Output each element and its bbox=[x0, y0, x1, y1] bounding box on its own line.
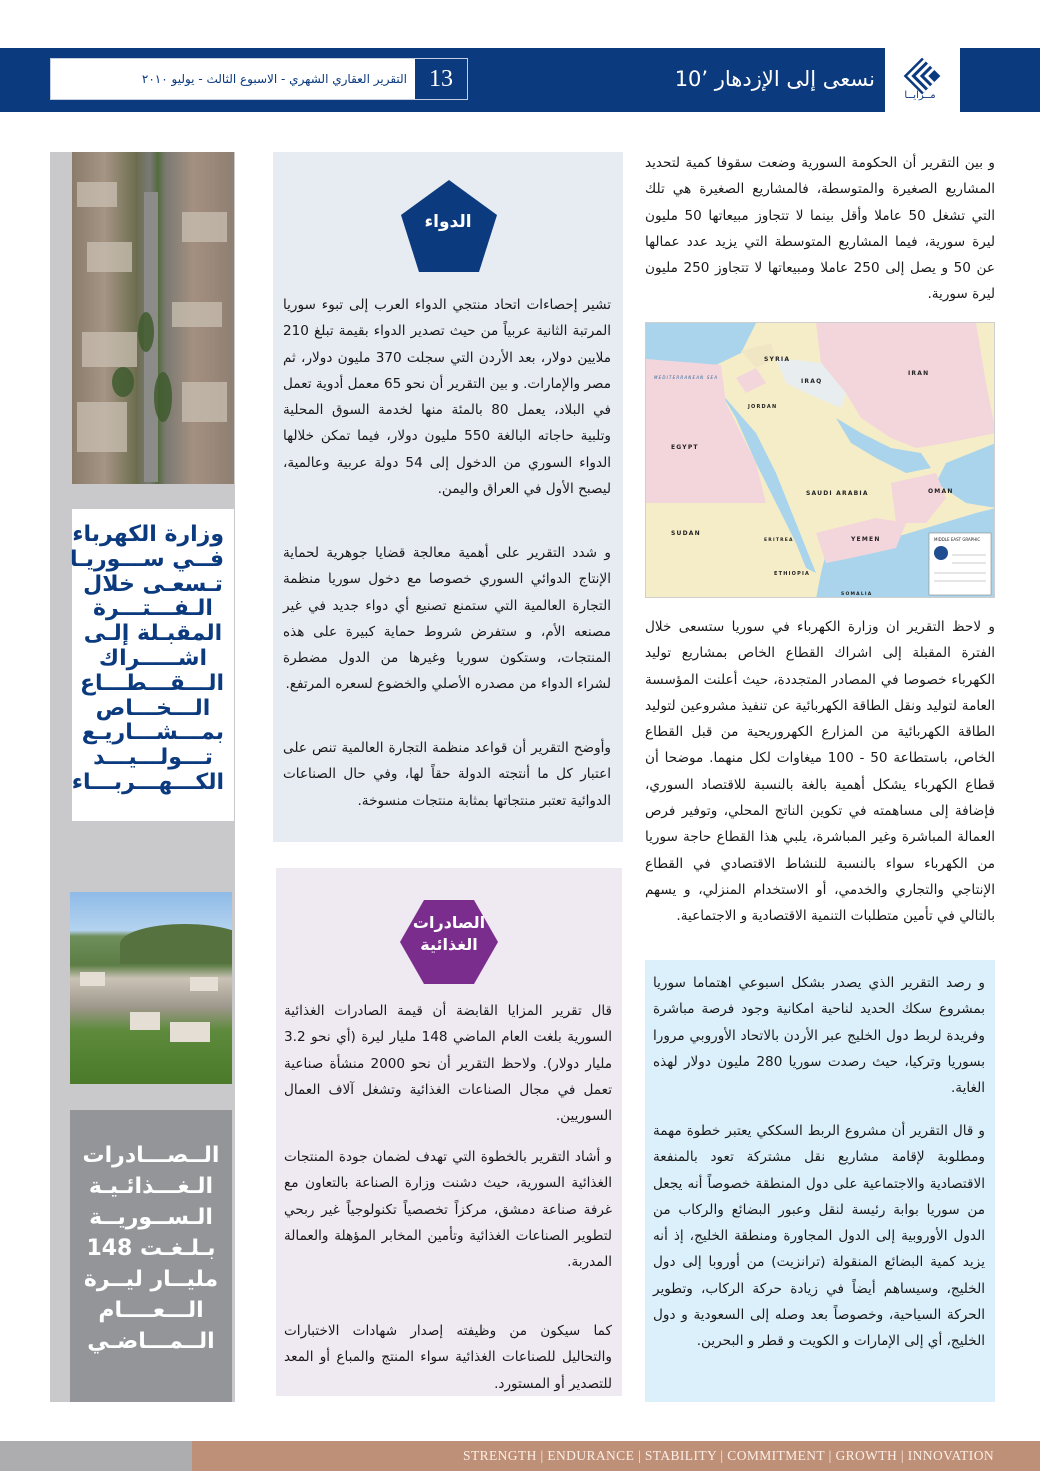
medicine-paragraph-1: تشير إحصاءات اتحاد منتجي الدواء العرب إلى تبوء سوريا المرتبة الثانية عربياً من حيث تصدير الدواء بقيمة تبلغ 210 ملايين دولار، بعد الأردن التي سجلت 370 مليون دولار، ثم مصر والإمارات. و بين التقرير أن نحو 65 معمل أدوية تعمل في البلاد، يعمل 80 بالمئة منها لخدمة السوق المحلية وتلبية حاجاته البالغة 550 مليون دولار، فيما تمكن خلالها الدواء السوري من الدخول إلى 54 دولة عربية وعالمية، ليصبح الأول في العراق واليمن. bbox=[283, 297, 611, 498]
map-label-egypt: EGYPT bbox=[671, 444, 699, 451]
left-sidebar bbox=[50, 152, 235, 1402]
pull-quote-line: الـــقـــطـــاع bbox=[79, 670, 224, 696]
map-label-somalia: SOMALIA bbox=[841, 592, 873, 597]
map-label-eritrea: ERITREA bbox=[764, 538, 794, 543]
city-boulevard-photo bbox=[72, 152, 234, 484]
pull-quote-electricity bbox=[69, 509, 234, 821]
railway-paragraph-2: و قال التقرير أن مشروع الربط السككي يعتبر خطوة مهمة ومطلوبة لإقامة مشاريع نقل مشتركة تعود بالمنفعة الاقتصادية والاجتماعية على دول المنطقة خصوصاً أنه يجعل من سوريا بوابة رئيسة لنقل وعبور البضائع والركاب من الدول الأوروبية إلى الدول المجاورة ومنطقة الخليج، إذ أنه يزيد كمية البضائع المنقولة (ترانزيت) من أوروبا إلى دول الخليج، وسيساهم أيضاً في زيادة حركة الركاب، وتطوير الحركة السياحية، وخصوصاً بعد وصله إلى السعودية و دول الخليج، أي إلى الإمارات و الكويت و قطر و البحرين. bbox=[653, 1123, 985, 1350]
middle-east-map bbox=[645, 322, 995, 598]
pull-quote-line: المقبـلة إلـى bbox=[83, 621, 223, 647]
medicine-paragraph-3: وأوضح التقرير أن قواعد منظمة التجارة العالمية تنص على اعتبار كل ما أنتجته الدولة حقاً لها، وفي حال الصناعات الدوائية تعتبر منتجاتها بمثابة منتجات منسوخة. bbox=[283, 740, 611, 809]
header-band-right bbox=[960, 48, 1040, 112]
map-legend-title: MIDDLE EAST GRAPHIC bbox=[934, 537, 981, 542]
food-paragraph-3: كما سيكون من وظيفته إصدار شهادات الاختبارات والتحاليل للصناعات الغذائية سواء المنتج والمباع أو المعد للتصدير أو المستورد. bbox=[284, 1323, 612, 1392]
mountain bbox=[120, 924, 232, 964]
map-label-saudi-arabia: SAUDI ARABIA bbox=[806, 490, 869, 497]
header-slogan: نسعى إلى الإزدهار ’10 bbox=[674, 67, 875, 91]
map-label-jordan: JORDAN bbox=[748, 404, 778, 410]
hillside-town-photo bbox=[70, 892, 232, 1084]
railway-paragraph-1: و رصد التقرير الذي يصدر بشكل اسبوعي اهتماما سوريا بمشروع سكك الحديد لناحية امكانية وجود فرصة مباشرة وفريدة لربط دول الخليج عبر الأردن بالاتحاد الأوروبي مرورا بسوريا وتركيا، حيث رصدت سوريا 280 مليون دولار لهذه الغاية. bbox=[653, 975, 986, 1097]
pull-quote-line: وزارة الكهرباء bbox=[72, 522, 224, 547]
page-header bbox=[0, 48, 1040, 112]
pull-quote-line: اشـــــراك bbox=[98, 645, 208, 671]
footer-band bbox=[192, 1441, 1040, 1471]
pull-quote-line: بمـــشـــاريـع bbox=[81, 720, 224, 746]
pull-quote-line: الــمـــاضـي bbox=[87, 1329, 215, 1354]
map-label-syria: SYRIA bbox=[764, 356, 791, 363]
pull-quote-line: فــي ســـوريـا bbox=[69, 546, 224, 572]
footer-grey-band bbox=[0, 1441, 192, 1471]
map-label-yemen: YEMEN bbox=[851, 536, 881, 543]
railway-section bbox=[645, 960, 995, 1402]
pull-quote-line: تـــولـــيـــد bbox=[93, 745, 213, 771]
pull-quote-line: الــصـــادرات bbox=[82, 1143, 220, 1168]
map-label-mediterranean: MEDITERRANEAN SEA bbox=[654, 375, 719, 380]
pull-quote-food-exports bbox=[70, 1110, 232, 1402]
pull-quote-line: مليــار ليــرة bbox=[83, 1267, 219, 1292]
map-label-ethiopia: ETHIOPIA bbox=[774, 571, 811, 577]
medicine-paragraph-2: و شدد التقرير على أهمية معالجة قضايا جوهرية لحماية الإنتاج الدوائي السوري خصوصا مع دخول سوريا منظمة التجارة العالمية التي ستمنع تصنيع أي دواء جديد في غير مصنعه الأم، و ستفرض شروط حماية كبيرة على هذه المنتجات، وستكون سوريا وغيرها من الدول مضطرة لشراء الدواء من مصدره الأصلي والخضوع لسعره المرتفع. bbox=[283, 545, 611, 693]
page-number: 13 bbox=[415, 59, 467, 99]
pull-quote-line: الـــخـــاص bbox=[95, 695, 211, 721]
map-label-iraq: IRAQ bbox=[801, 378, 823, 385]
map-label-sudan: SUDAN bbox=[671, 530, 701, 537]
pull-quote-line: الكـــهـــربـــاء bbox=[71, 769, 224, 795]
sme-paragraph: و بين التقرير أن الحكومة السورية وضعت سقوفا كمية لتحديد المشاريع الصغيرة والمتوسطة، فالمشاريع الصغيرة هي تلك التي تشغل 50 عاملا وأقل بينما لا تتجاوز مبيعاتها 50 مليون ليرة سورية، فيما المشاريع المتوسطة التي يزيد عدد عمالها عن 50 و يصل إلى 250 عاملا ومبيعاتها لا تتجاوز 250 مليون ليرة سورية. bbox=[645, 155, 995, 303]
food-badge-line-1: الصادرات bbox=[412, 913, 486, 932]
map-graphic bbox=[646, 323, 995, 598]
food-badge-line-2: الغذائية bbox=[420, 935, 478, 954]
pull-quote-line: بـلـغـت 148 bbox=[86, 1236, 216, 1261]
footer-tagline: STRENGTH | ENDURANCE | STABILITY | COMMITMENT | GROWTH | INNOVATION bbox=[463, 1448, 994, 1463]
report-title: التقرير العقاري الشهري - الاسبوع الثالث - يوليو ٢٠١٠ bbox=[141, 72, 407, 86]
map-label-iran: IRAN bbox=[908, 370, 930, 377]
map-label-oman: OMAN bbox=[928, 488, 954, 495]
pull-quote-line: الـــعــــام bbox=[98, 1298, 204, 1323]
food-badge-label bbox=[276, 912, 622, 956]
food-paragraph-2: و أشاد التقرير بالخطوة التي تهدف لضمان جودة المنتجات الغذائية السورية، حيث دشنت وزارة الصناعة بالتعاون مع غرفة صناعة دمشق، مركزاً تخصصياً تكنولوجياً غير ربحي لتطوير الصناعات الغذائية وتأمين المخابر المؤهلة والعمالة المدربة. bbox=[284, 1149, 612, 1271]
electricity-paragraph: و لاحظ التقرير ان وزارة الكهرباء في سوريا ستسعى خلال الفترة المقبلة إلى اشراك القطاع الخاص بمشاريع توليد الكهرباء خصوصا في المصادر المتجددة، حيث أعلنت المؤسسة العامة لتوليد ونقل الطاقة الكهربائية عن تنفيذ مشروعين لتوليد الطاقة الكهربائية من المزارع الكهروريحية من قبل القطاع الخاص، باستطاعة 50 - 100 ميغاوات لكل منهما. موضحا أن قطاع الكهرباء يشكل أهمية بالغة بالنسبة للاقتصاد السوري، فإضافة إلى مساهمته في تكوين الناتج المحلي، وتوفير فرص العمالة المباشرة وغير المباشرة، يلبي هذا القطاع حاجة سوريا من الكهرباء سواء بالنسبة للنشاط الاقتصادي في القطاع الإنتاجي والتجاري والخدمي، أو الاستخدام المنزلي، و يسهم بالتالي في تأمين متطلبات التنمية الاقتصادية و الاجتماعية. bbox=[645, 619, 995, 925]
medicine-section bbox=[273, 152, 623, 842]
pull-quote-line: الـغـــذائـيـة bbox=[88, 1174, 214, 1199]
pull-quote-line: الـســوريــة bbox=[89, 1205, 213, 1230]
logo-caption: مــزايــا bbox=[904, 90, 936, 101]
pull-quote-line: تـسعـى خلال bbox=[83, 571, 223, 597]
food-paragraph-1: قال تقرير المزايا القابضة أن قيمة الصادرات الغذائية السورية بلغت العام الماضي 148 مليار ليرة (أي نحو 3.2 مليار دولار). ولاحظ التقرير أن نحو 2000 منشأة صناعية تعمل في مجال الصناعات الغذائية وتشغل آلاف العمال السوريين. bbox=[284, 1003, 612, 1125]
medicine-badge-label: الدواء bbox=[424, 212, 472, 232]
page-info-box bbox=[50, 58, 468, 100]
food-exports-section bbox=[276, 868, 622, 1396]
pull-quote-line: الـفـــتـــرة bbox=[93, 596, 213, 622]
